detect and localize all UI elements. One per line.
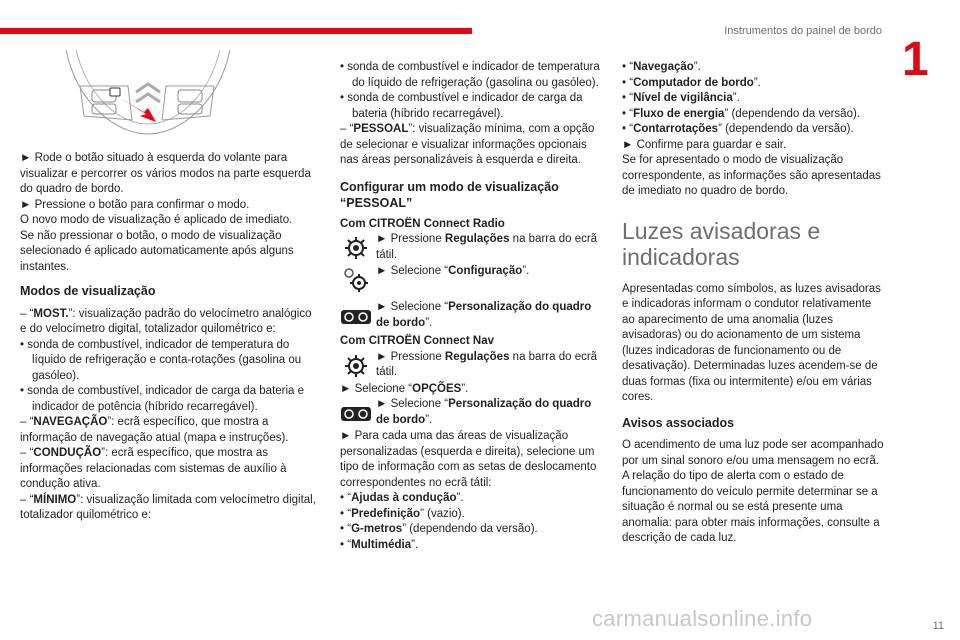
steering-wheel-button-illustration — [58, 46, 238, 138]
mode-conducao: – “CONDUÇÃO”: ecrã específico, que mostra as informações relacionadas com sistemas de auxílio à condução ativa. — [20, 447, 287, 490]
mode-navegacao: – “NAVEGAÇÃO”: ecrã específico, que mostra a informação de navegação atual (mapa e instruções). — [20, 416, 289, 444]
list-item: • “Contarrotações” (dependendo da versão). — [622, 123, 854, 135]
step-row — [340, 300, 602, 332]
mode-most: – “MOST.”: visualização padrão do velocímetro analógico e do velocímetro digital, totalizador quilométrico e: — [20, 307, 312, 335]
mode-minimo: – “MÍNIMO”: visualização limitada com velocímetro digital, totalizador quilométrico e: — [20, 493, 316, 521]
watermark: carmanualsonline.info — [592, 606, 813, 631]
list-item: • “Nível de vigilância”. — [622, 92, 740, 104]
paragraph: Se não pressionar o botão, o modo de visualização selecionado é aplicado automaticamente após alguns instantes. — [20, 229, 294, 273]
list-item: • “Navegação”. — [622, 61, 701, 73]
gears-configuration-icon — [340, 264, 372, 296]
paragraph: ► Confirme para guardar e sair. — [622, 138, 787, 151]
step-text: ► Pressione Regulações na barra do ecrã tátil. — [376, 233, 598, 261]
step-row — [340, 350, 602, 382]
list-item: • “Computador de bordo”. — [622, 76, 761, 89]
step-text: ► Pressione Regulações na barra do ecrã tátil. — [376, 350, 598, 378]
heading-associated-warnings: Avisos associados — [622, 415, 735, 430]
step-text: ► Selecione “OPÇÕES”. — [340, 382, 469, 395]
header-red-bar — [0, 28, 472, 34]
heading-connect-radio: Com CITROËN Connect Radio — [340, 217, 505, 230]
paragraph: A relação do tipo de alerta com o estado de funcionamento do veículo permite determinar se a situação é normal ou se está presente uma anomalia: para obter mais informações, consulte a descrição de cada luz. — [622, 470, 880, 544]
step-row — [340, 264, 602, 296]
list-item: • sonda de combustível e indicador de temperatura do líquido de refrigeração (gasolina ou gasóleo). — [340, 61, 600, 89]
step-row — [340, 232, 602, 264]
heading-connect-nav: Com CITROËN Connect Nav — [340, 335, 494, 347]
step-text: ► Selecione “Personalização do quadro de bordo”. — [376, 398, 592, 426]
column-2 — [340, 60, 602, 553]
step-row — [340, 397, 602, 429]
heading-configure-personal: Configurar um modo de visualização “PESSOAL” — [340, 179, 559, 210]
paragraph: Se for apresentado o modo de visualização correspondente, as informações são apresentadas de imediato no quadro de bordo. — [622, 154, 881, 197]
list-item: • “Multimédia”. — [340, 538, 419, 551]
step-text: ► Selecione “Personalização do quadro de bordo”. — [376, 301, 592, 329]
paragraph: Apresentadas como símbolos, as luzes avisadoras e indicadoras informam o condutor relativamente ao aparecimento de uma anomalia (luzes avisadoras) ou do acionamento de um sistema (luzes indicadoras de funcionamento ou de desativação). Determinadas luzes acendem-se de duas formas (fixa ou intermitente) e/ou em várias cores. — [622, 282, 881, 403]
paragraph: ► Rode o botão situado à esquerda do volante para visualizar e percorrer os vários modos na parte esquerda do quadro de bordo. — [20, 152, 311, 195]
list-item: • “G-metros” (dependendo da versão). — [340, 523, 538, 535]
paragraph: ► Pressione o botão para confirmar o modo. — [20, 198, 250, 211]
list-item: • “Predefinição” (vazio). — [340, 507, 465, 520]
gear-icon — [340, 350, 372, 382]
paragraph: O novo modo de visualização é aplicado de imediato. — [20, 214, 293, 226]
list-item: • “Ajudas à condução”. — [340, 492, 464, 504]
list-item: • sonda de combustível e indicador de carga da bateria (híbrido recarregável). — [340, 92, 583, 120]
step-text: ► Selecione “Configuração”. — [376, 265, 530, 277]
chapter-number: 1 — [902, 33, 929, 86]
heading-warning-lights: Luzes avisadoras e indicadoras — [622, 217, 821, 270]
list-item: • sonda de combustível, indicador de carga da bateria e indicador de potência (híbrido recarregável). — [20, 385, 305, 413]
dashboard-display-icon — [340, 397, 372, 429]
list-item: • “Fluxo de energia” (dependendo da versão). — [622, 107, 860, 120]
page-number: 11 — [932, 620, 944, 632]
heading-display-modes: Modos de visualização — [20, 284, 156, 298]
mode-pessoal: – “PESSOAL”: visualização mínima, com a opção de selecionar e visualizar informações opcionais nas áreas personalizáveis à esquerda e direita. — [340, 123, 595, 166]
column-3 — [622, 60, 884, 547]
dashboard-display-icon — [340, 300, 372, 332]
paragraph: O acendimento de uma luz pode ser acompanhado por um sinal sonoro e/ou uma mensagem no ecrã. — [622, 439, 884, 467]
list-item: • sonda de combustível, indicador de temperatura do líquido de refrigeração e conta-rotações (gasolina ou gasóleo). — [20, 338, 302, 382]
column-1 — [20, 151, 320, 524]
gear-icon — [340, 232, 372, 264]
section-title: Instrumentos do painel de bordo — [724, 25, 882, 37]
paragraph: ► Para cada uma das áreas de visualização personalizadas (esquerda e direita), selecione um tipo de informação com as setas de deslocamento correspondentes no ecrã tátil: — [340, 430, 597, 489]
